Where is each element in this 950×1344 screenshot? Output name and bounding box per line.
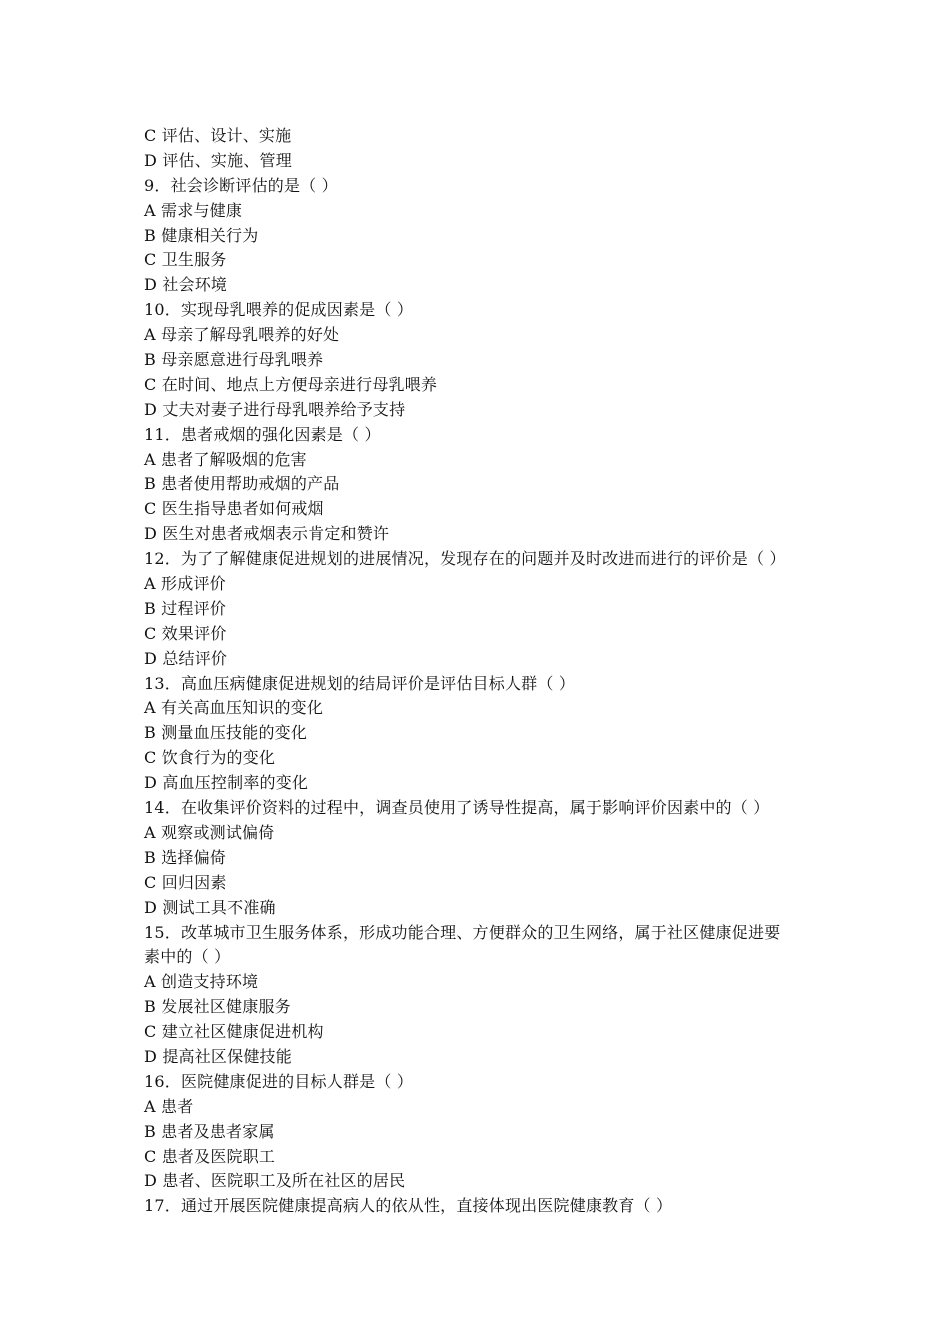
- question-14: 14．在收集评价资料的过程中，调查员使用了诱导性提高，属于影响评价因素中的（ ）: [144, 798, 770, 818]
- question-17: 17．通过开展医院健康提高病人的依从性，直接体现出医院健康教育（ ）: [144, 1196, 673, 1216]
- option-c: C 在时间、地点上方便母亲进行母乳喂养: [144, 374, 438, 394]
- question-15: 15．改革城市卫生服务体系，形成功能合理、方便群众的卫生网络，属于社区健康促进要: [144, 922, 781, 942]
- option-c: C 建立社区健康促进机构: [144, 1022, 324, 1042]
- question-13: 13．高血压病健康促进规划的结局评价是评估目标人群（ ）: [144, 673, 576, 693]
- option-c: C 卫生服务: [144, 250, 227, 270]
- option-c: C 评估、设计、实施: [144, 126, 292, 145]
- option-d: D 提高社区保健技能: [144, 1046, 292, 1066]
- option-c: C 饮食行为的变化: [144, 748, 276, 768]
- question-12: 12．为了了解健康促进规划的进展情况，发现存在的问题并及时改进而进行的评价是（ ）: [144, 549, 786, 569]
- option-d: D 评估、实施、管理: [144, 150, 292, 170]
- option-a: A 患者了解吸烟的危害: [144, 449, 307, 469]
- option-b: B 发展社区健康服务: [144, 997, 291, 1017]
- option-a: A 患者: [144, 1096, 194, 1116]
- option-c: C 效果评价: [144, 623, 227, 643]
- option-b: B 选择偏倚: [144, 847, 227, 867]
- option-a: A 需求与健康: [144, 200, 243, 220]
- option-d: D 患者、医院职工及所在社区的居民: [144, 1171, 406, 1191]
- option-c: C 患者及医院职工: [144, 1146, 276, 1166]
- question-10: 10．实现母乳喂养的促成因素是（ ）: [144, 300, 414, 320]
- option-a: A 有关高血压知识的变化: [144, 698, 324, 718]
- option-a: A 母亲了解母乳喂养的好处: [144, 325, 340, 345]
- question-11: 11．患者戒烟的强化因素是（ ）: [144, 424, 381, 444]
- question-16: 16．医院健康促进的目标人群是（ ）: [144, 1071, 414, 1091]
- option-a: A 观察或测试偏倚: [144, 822, 275, 842]
- question-15-continued: 素中的（ ）: [144, 947, 231, 967]
- document-page: [144, 124, 824, 1219]
- option-d: D 测试工具不准确: [144, 897, 276, 917]
- option-c: C 回归因素: [144, 872, 227, 892]
- question-9: 9．社会诊断评估的是（ ）: [144, 175, 338, 195]
- option-b: B 患者及患者家属: [144, 1121, 275, 1141]
- option-a: A 形成评价: [144, 574, 226, 594]
- option-b: B 健康相关行为: [144, 225, 259, 245]
- option-d: D 丈夫对妻子进行母乳喂养给予支持: [144, 399, 406, 419]
- option-c: C 医生指导患者如何戒烟: [144, 499, 324, 519]
- option-a: A 创造支持环境: [144, 972, 259, 992]
- option-b: B 患者使用帮助戒烟的产品: [144, 474, 340, 494]
- option-b: B 测量血压技能的变化: [144, 723, 308, 743]
- option-d: D 社会环境: [144, 275, 228, 295]
- option-d: D 医生对患者戒烟表示肯定和赞许: [144, 524, 390, 544]
- option-b: B 过程评价: [144, 598, 227, 618]
- option-d: D 总结评价: [144, 648, 228, 668]
- option-b: B 母亲愿意进行母乳喂养: [144, 350, 324, 370]
- option-d: D 高血压控制率的变化: [144, 773, 309, 793]
